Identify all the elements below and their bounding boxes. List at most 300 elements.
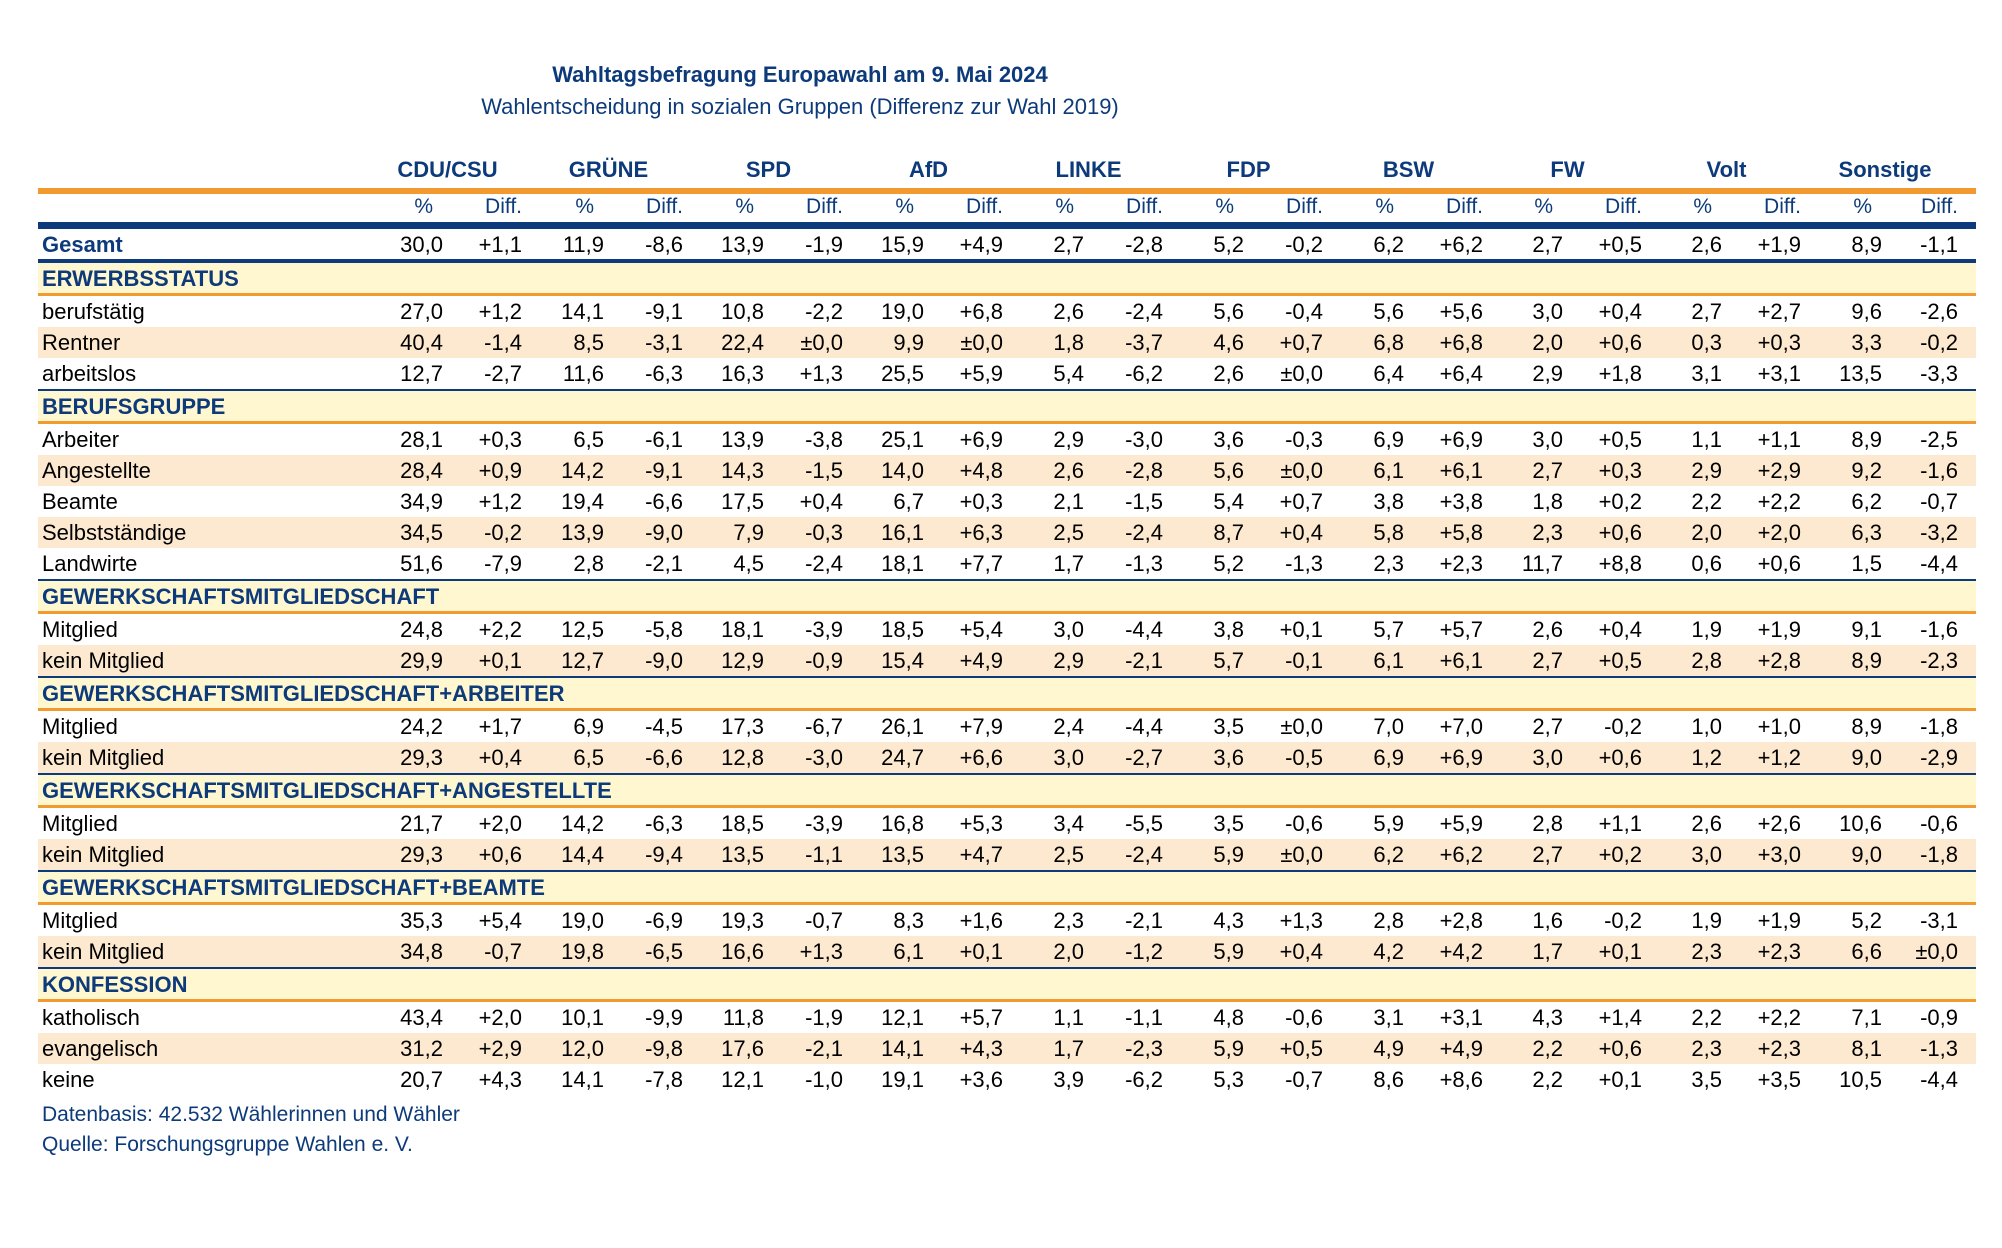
diff-value: +1,4 <box>1598 1005 1642 1030</box>
pct-value: 12,1 <box>881 1005 924 1030</box>
pct-value: 2,3 <box>1691 1036 1722 1061</box>
diff-value: -2,4 <box>1125 299 1163 324</box>
diff-value: -1,2 <box>1125 939 1163 964</box>
pct-value: 1,8 <box>1053 330 1084 355</box>
pct-value: 8,9 <box>1851 232 1882 257</box>
diff-value: +5,7 <box>1439 617 1483 642</box>
pct-value: 17,6 <box>721 1036 764 1061</box>
pct-value: 34,5 <box>400 520 443 545</box>
diff-value: -3,0 <box>805 745 843 770</box>
diff-value: +6,3 <box>959 520 1003 545</box>
pct-value: 1,1 <box>1053 1005 1084 1030</box>
diff-value: -1,5 <box>805 458 843 483</box>
pct-value: 16,1 <box>881 520 924 545</box>
party-name: Sonstige <box>1838 157 1932 182</box>
pct-value: 3,0 <box>1053 745 1084 770</box>
diff-value: -0,6 <box>1920 811 1958 836</box>
pct-value: 5,7 <box>1213 648 1244 673</box>
section-header-row <box>38 773 1976 808</box>
diff-value: -1,0 <box>805 1067 843 1092</box>
pct-value: 2,0 <box>1053 939 1084 964</box>
pct-value: 6,6 <box>1851 939 1882 964</box>
pct-value: 2,7 <box>1532 648 1563 673</box>
diff-value: +2,2 <box>478 617 522 642</box>
pct-value: 2,6 <box>1691 232 1722 257</box>
pct-value: 6,7 <box>893 489 924 514</box>
pct-value: 12,5 <box>561 617 604 642</box>
diff-value: -4,5 <box>645 714 683 739</box>
diff-value: -8,6 <box>645 232 683 257</box>
pct-value: 2,9 <box>1691 458 1722 483</box>
pct-value: 3,5 <box>1213 811 1244 836</box>
pct-value: 17,3 <box>721 714 764 739</box>
diff-value: +6,2 <box>1439 232 1483 257</box>
pct-value: 2,3 <box>1532 520 1563 545</box>
pct-value: 5,8 <box>1373 520 1404 545</box>
diff-column-header: Diff. <box>1605 195 1642 218</box>
diff-value: +0,1 <box>1598 939 1642 964</box>
diff-value: +0,7 <box>1279 489 1323 514</box>
pct-value: 1,0 <box>1691 714 1722 739</box>
diff-value: +5,8 <box>1439 520 1483 545</box>
diff-value: +0,3 <box>1598 458 1642 483</box>
party-name: FW <box>1550 157 1585 182</box>
diff-value: -2,2 <box>805 299 843 324</box>
row-label: Landwirte <box>42 551 138 576</box>
diff-value: -2,4 <box>805 551 843 576</box>
diff-value: -7,9 <box>484 551 522 576</box>
party-name: GRÜNE <box>568 157 649 182</box>
pct-value: 2,7 <box>1532 458 1563 483</box>
diff-column-header: Diff. <box>1126 195 1163 218</box>
row-label: kein Mitglied <box>42 745 165 770</box>
pct-value: 24,2 <box>400 714 443 739</box>
pct-value: 2,4 <box>1053 714 1084 739</box>
diff-value: -0,2 <box>1604 714 1642 739</box>
pct-value: 11,9 <box>562 232 604 257</box>
table-row <box>38 1002 1976 1033</box>
diff-value: +0,6 <box>478 842 522 867</box>
pct-value: 14,4 <box>561 842 604 867</box>
diff-value: -2,8 <box>1125 232 1163 257</box>
pct-value: 6,1 <box>1373 648 1404 673</box>
section-label: BERUFSGRUPPE <box>42 394 226 419</box>
pct-value: 2,7 <box>1532 714 1563 739</box>
pct-value: 14,1 <box>561 1067 604 1092</box>
pct-value: 1,7 <box>1532 939 1563 964</box>
pct-value: 2,2 <box>1691 489 1722 514</box>
diff-value: -2,3 <box>1125 1036 1163 1061</box>
row-label: keine <box>42 1067 95 1092</box>
pct-column-header: % <box>1693 195 1712 218</box>
pct-value: 2,9 <box>1532 361 1563 386</box>
pct-value: 27,0 <box>400 299 443 324</box>
pct-value: 26,1 <box>881 714 924 739</box>
pct-value: 13,5 <box>881 842 924 867</box>
diff-value: -3,7 <box>1125 330 1163 355</box>
pct-value: 29,9 <box>400 648 443 673</box>
diff-value: -1,6 <box>1920 617 1958 642</box>
diff-column-header: Diff. <box>1446 195 1483 218</box>
diff-value: -6,2 <box>1125 1067 1163 1092</box>
pct-value: 2,8 <box>1532 811 1563 836</box>
pct-value: 6,4 <box>1373 361 1404 386</box>
row-label: arbeitslos <box>42 361 137 386</box>
diff-value: +6,9 <box>959 427 1003 452</box>
pct-value: 8,9 <box>1851 714 1882 739</box>
diff-value: +0,3 <box>1757 330 1801 355</box>
diff-value: +5,4 <box>959 617 1003 642</box>
pct-value: 12,8 <box>721 745 764 770</box>
diff-value: -0,2 <box>484 520 522 545</box>
pct-value: 6,8 <box>1373 330 1404 355</box>
pct-value: 3,8 <box>1373 489 1404 514</box>
pct-value: 3,9 <box>1053 1067 1084 1092</box>
diff-value: +5,4 <box>478 908 522 933</box>
pct-value: 8,5 <box>573 330 604 355</box>
diff-value: -0,7 <box>1920 489 1958 514</box>
pct-value: 9,2 <box>1851 458 1882 483</box>
pct-column-header: % <box>1215 195 1234 218</box>
pct-value: 9,9 <box>893 330 924 355</box>
diff-column-header: Diff. <box>646 195 683 218</box>
diff-value: +2,2 <box>1757 489 1801 514</box>
diff-value: +0,1 <box>1598 1067 1642 1092</box>
pct-value: 7,0 <box>1373 714 1404 739</box>
pct-value: 3,3 <box>1851 330 1882 355</box>
pct-value: 3,0 <box>1053 617 1084 642</box>
pct-value: 34,9 <box>400 489 443 514</box>
diff-value: +0,6 <box>1757 551 1801 576</box>
pct-value: 17,5 <box>721 489 764 514</box>
diff-value: -9,8 <box>645 1036 683 1061</box>
pct-value: 11,6 <box>562 361 604 386</box>
pct-value: 5,6 <box>1213 458 1244 483</box>
diff-value: +3,1 <box>1757 361 1801 386</box>
pct-value: 12,0 <box>561 1036 604 1061</box>
pct-value: 35,3 <box>400 908 443 933</box>
pct-value: 18,1 <box>721 617 764 642</box>
pct-value: 2,1 <box>1053 489 1084 514</box>
pct-value: 3,0 <box>1532 427 1563 452</box>
pct-value: 3,0 <box>1532 299 1563 324</box>
pct-value: 5,3 <box>1213 1067 1244 1092</box>
row-label: Angestellte <box>42 458 151 483</box>
pct-value: 25,5 <box>881 361 924 386</box>
diff-value: ±0,0 <box>960 330 1003 355</box>
diff-value: -6,6 <box>645 745 683 770</box>
pct-value: 16,8 <box>881 811 924 836</box>
pct-value: 20,7 <box>400 1067 443 1092</box>
total-row <box>38 229 1976 261</box>
diff-value: -3,0 <box>1125 427 1163 452</box>
pct-value: 8,1 <box>1851 1036 1882 1061</box>
section-label: ERWERBSSTATUS <box>42 266 239 291</box>
pct-value: 12,1 <box>721 1067 764 1092</box>
pct-value: 24,8 <box>400 617 443 642</box>
diff-value: -2,4 <box>1125 520 1163 545</box>
diff-value: -0,7 <box>484 939 522 964</box>
pct-value: 3,6 <box>1213 745 1244 770</box>
diff-column-header: Diff. <box>1764 195 1801 218</box>
table-row <box>38 614 1976 645</box>
pct-value: 40,4 <box>400 330 443 355</box>
row-label: Mitglied <box>42 714 118 739</box>
diff-value: +6,6 <box>959 745 1003 770</box>
row-label: Gesamt <box>42 232 123 257</box>
pct-value: 1,9 <box>1691 908 1722 933</box>
diff-value: -7,8 <box>645 1067 683 1092</box>
diff-value: +3,5 <box>1757 1067 1801 1092</box>
pct-value: 25,1 <box>881 427 924 452</box>
party-name: Volt <box>1706 157 1747 182</box>
diff-value: +1,2 <box>478 299 522 324</box>
pct-value: 14,1 <box>881 1036 924 1061</box>
pct-value: 1,1 <box>1691 427 1722 452</box>
diff-value: -0,6 <box>1285 1005 1323 1030</box>
pct-value: 6,1 <box>893 939 924 964</box>
pct-value: 21,7 <box>400 811 443 836</box>
section-header-row <box>38 389 1976 424</box>
table-row <box>38 486 1976 517</box>
diff-value: +2,0 <box>1757 520 1801 545</box>
pct-value: 8,3 <box>893 908 924 933</box>
section-header-row <box>38 261 1976 296</box>
diff-value: -6,3 <box>645 811 683 836</box>
diff-value: +1,3 <box>1279 908 1323 933</box>
diff-value: -1,8 <box>1920 714 1958 739</box>
pct-value: 19,0 <box>561 908 604 933</box>
diff-value: +3,1 <box>1439 1005 1483 1030</box>
pct-value: 9,6 <box>1851 299 1882 324</box>
diff-value: +7,7 <box>959 551 1003 576</box>
diff-value: +1,3 <box>799 361 843 386</box>
pct-value: 4,2 <box>1373 939 1404 964</box>
pct-value: 2,6 <box>1053 299 1084 324</box>
pct-value: 8,9 <box>1851 648 1882 673</box>
diff-value: +0,5 <box>1598 427 1642 452</box>
pct-value: 34,8 <box>400 939 443 964</box>
pct-value: 10,8 <box>721 299 764 324</box>
diff-value: +6,8 <box>1439 330 1483 355</box>
pct-value: 2,0 <box>1532 330 1563 355</box>
diff-value: -1,8 <box>1920 842 1958 867</box>
diff-value: -6,9 <box>645 908 683 933</box>
pct-value: 19,0 <box>881 299 924 324</box>
table-row <box>38 808 1976 839</box>
diff-value: +0,4 <box>799 489 843 514</box>
diff-value: -1,1 <box>805 842 843 867</box>
pct-value: 1,7 <box>1053 1036 1084 1061</box>
diff-value: -9,9 <box>645 1005 683 1030</box>
row-label: Arbeiter <box>42 427 120 452</box>
diff-value: -0,1 <box>1285 648 1323 673</box>
pct-value: 19,3 <box>721 908 764 933</box>
diff-value: +0,4 <box>1598 617 1642 642</box>
pct-value: 2,6 <box>1691 811 1722 836</box>
pct-value: 2,2 <box>1532 1067 1563 1092</box>
diff-column-header: Diff. <box>485 195 522 218</box>
pct-column-header: % <box>575 195 594 218</box>
diff-value: -3,9 <box>805 811 843 836</box>
pct-value: 2,7 <box>1053 232 1084 257</box>
diff-column-header: Diff. <box>1921 195 1958 218</box>
diff-value: -3,2 <box>1920 520 1958 545</box>
diff-value: +1,1 <box>1598 811 1642 836</box>
pct-value: 13,9 <box>561 520 604 545</box>
table-row <box>38 711 1976 742</box>
diff-column-header: Diff. <box>966 195 1003 218</box>
diff-value: -0,3 <box>805 520 843 545</box>
pct-column-header: % <box>735 195 754 218</box>
diff-value: -2,1 <box>1125 648 1163 673</box>
diff-value: +0,2 <box>1598 489 1642 514</box>
pct-value: 2,2 <box>1691 1005 1722 1030</box>
diff-value: -3,9 <box>805 617 843 642</box>
pct-value: 12,9 <box>721 648 764 673</box>
pct-value: 2,8 <box>1691 648 1722 673</box>
diff-value: -2,7 <box>1125 745 1163 770</box>
diff-value: +2,9 <box>478 1036 522 1061</box>
diff-value: -1,3 <box>1125 551 1163 576</box>
diff-value: -6,1 <box>645 427 683 452</box>
pct-value: 4,5 <box>733 551 764 576</box>
pct-value: 5,6 <box>1213 299 1244 324</box>
diff-value: ±0,0 <box>1915 939 1958 964</box>
pct-value: 5,2 <box>1213 551 1244 576</box>
table-row <box>38 455 1976 486</box>
diff-value: +5,6 <box>1439 299 1483 324</box>
diff-value: -0,7 <box>805 908 843 933</box>
pct-value: 14,0 <box>881 458 924 483</box>
diff-value: -0,6 <box>1285 811 1323 836</box>
pct-value: 2,6 <box>1053 458 1084 483</box>
diff-value: -0,4 <box>1285 299 1323 324</box>
pct-value: 6,9 <box>573 714 604 739</box>
pct-value: 30,0 <box>400 232 443 257</box>
pct-value: 43,4 <box>400 1005 443 1030</box>
diff-value: +1,8 <box>1598 361 1642 386</box>
diff-value: -3,1 <box>1920 908 1958 933</box>
table-row <box>38 645 1976 676</box>
diff-value: -3,3 <box>1920 361 1958 386</box>
diff-value: -1,6 <box>1920 458 1958 483</box>
diff-value: +4,7 <box>959 842 1003 867</box>
pct-value: 14,2 <box>561 458 604 483</box>
pct-value: 18,5 <box>721 811 764 836</box>
diff-value: +0,6 <box>1598 745 1642 770</box>
pct-column-header: % <box>1375 195 1394 218</box>
diff-value: -9,1 <box>645 299 683 324</box>
diff-value: -4,4 <box>1125 714 1163 739</box>
pct-value: 6,2 <box>1373 842 1404 867</box>
pct-value: 0,3 <box>1691 330 1722 355</box>
pct-value: 6,9 <box>1373 745 1404 770</box>
pct-value: 28,1 <box>400 427 443 452</box>
page-title: Wahltagsbefragung Europawahl am 9. Mai 2024 <box>552 62 1048 87</box>
diff-value: +0,3 <box>959 489 1003 514</box>
diff-value: +0,6 <box>1598 520 1642 545</box>
pct-column-header: % <box>1534 195 1553 218</box>
pct-value: 5,9 <box>1213 842 1244 867</box>
pct-value: 6,3 <box>1851 520 1882 545</box>
diff-value: -4,4 <box>1920 551 1958 576</box>
diff-value: +1,0 <box>1757 714 1801 739</box>
diff-value: +6,1 <box>1439 458 1483 483</box>
diff-value: +4,8 <box>959 458 1003 483</box>
diff-value: +4,9 <box>1439 1036 1483 1061</box>
table-row <box>38 358 1976 389</box>
pct-value: 2,8 <box>1373 908 1404 933</box>
pct-value: 2,6 <box>1532 617 1563 642</box>
table-row <box>38 905 1976 936</box>
diff-value: +2,6 <box>1757 811 1801 836</box>
pct-value: 1,9 <box>1691 617 1722 642</box>
pct-value: 31,2 <box>400 1036 443 1061</box>
diff-value: -2,9 <box>1920 745 1958 770</box>
diff-value: -0,3 <box>1285 427 1323 452</box>
pct-value: 0,6 <box>1691 551 1722 576</box>
pct-value: 2,3 <box>1053 908 1084 933</box>
section-header-row <box>38 676 1976 711</box>
diff-column-header: Diff. <box>806 195 843 218</box>
pct-value: 19,8 <box>561 939 604 964</box>
pct-value: 5,4 <box>1213 489 1244 514</box>
party-name: LINKE <box>1055 157 1122 182</box>
pct-value: 18,5 <box>881 617 924 642</box>
pct-value: 5,2 <box>1851 908 1882 933</box>
diff-value: -2,1 <box>805 1036 843 1061</box>
diff-value: +2,8 <box>1439 908 1483 933</box>
diff-value: +4,9 <box>959 648 1003 673</box>
pct-value: 4,8 <box>1213 1005 1244 1030</box>
section-header-row <box>38 870 1976 905</box>
table-row <box>38 1033 1976 1064</box>
diff-value: -1,4 <box>484 330 522 355</box>
pct-value: 19,4 <box>561 489 604 514</box>
pct-value: 7,1 <box>1851 1005 1882 1030</box>
diff-value: +2,3 <box>1439 551 1483 576</box>
pct-value: 28,4 <box>400 458 443 483</box>
pct-value: 2,7 <box>1691 299 1722 324</box>
pct-value: 5,9 <box>1213 939 1244 964</box>
results-table <box>38 155 1976 1095</box>
pct-value: 16,6 <box>721 939 764 964</box>
diff-value: +1,1 <box>478 232 522 257</box>
diff-value: +4,3 <box>959 1036 1003 1061</box>
header-bottom-rule <box>38 222 1976 229</box>
table-row <box>38 936 1976 967</box>
diff-value: +2,7 <box>1757 299 1801 324</box>
pct-value: 1,5 <box>1851 551 1882 576</box>
diff-value: -0,2 <box>1604 908 1642 933</box>
diff-value: -6,6 <box>645 489 683 514</box>
diff-value: -2,4 <box>1125 842 1163 867</box>
diff-value: +0,4 <box>478 745 522 770</box>
pct-value: 10,5 <box>1839 1067 1882 1092</box>
diff-value: -2,8 <box>1125 458 1163 483</box>
row-label: Mitglied <box>42 908 118 933</box>
diff-value: -0,2 <box>1285 232 1323 257</box>
party-header-row <box>38 155 1976 188</box>
diff-value: +6,2 <box>1439 842 1483 867</box>
table-row <box>38 517 1976 548</box>
pct-value: 2,9 <box>1053 427 1084 452</box>
pct-value: 1,8 <box>1532 489 1563 514</box>
diff-value: +3,0 <box>1757 842 1801 867</box>
diff-value: +6,8 <box>959 299 1003 324</box>
diff-value: +0,4 <box>1598 299 1642 324</box>
